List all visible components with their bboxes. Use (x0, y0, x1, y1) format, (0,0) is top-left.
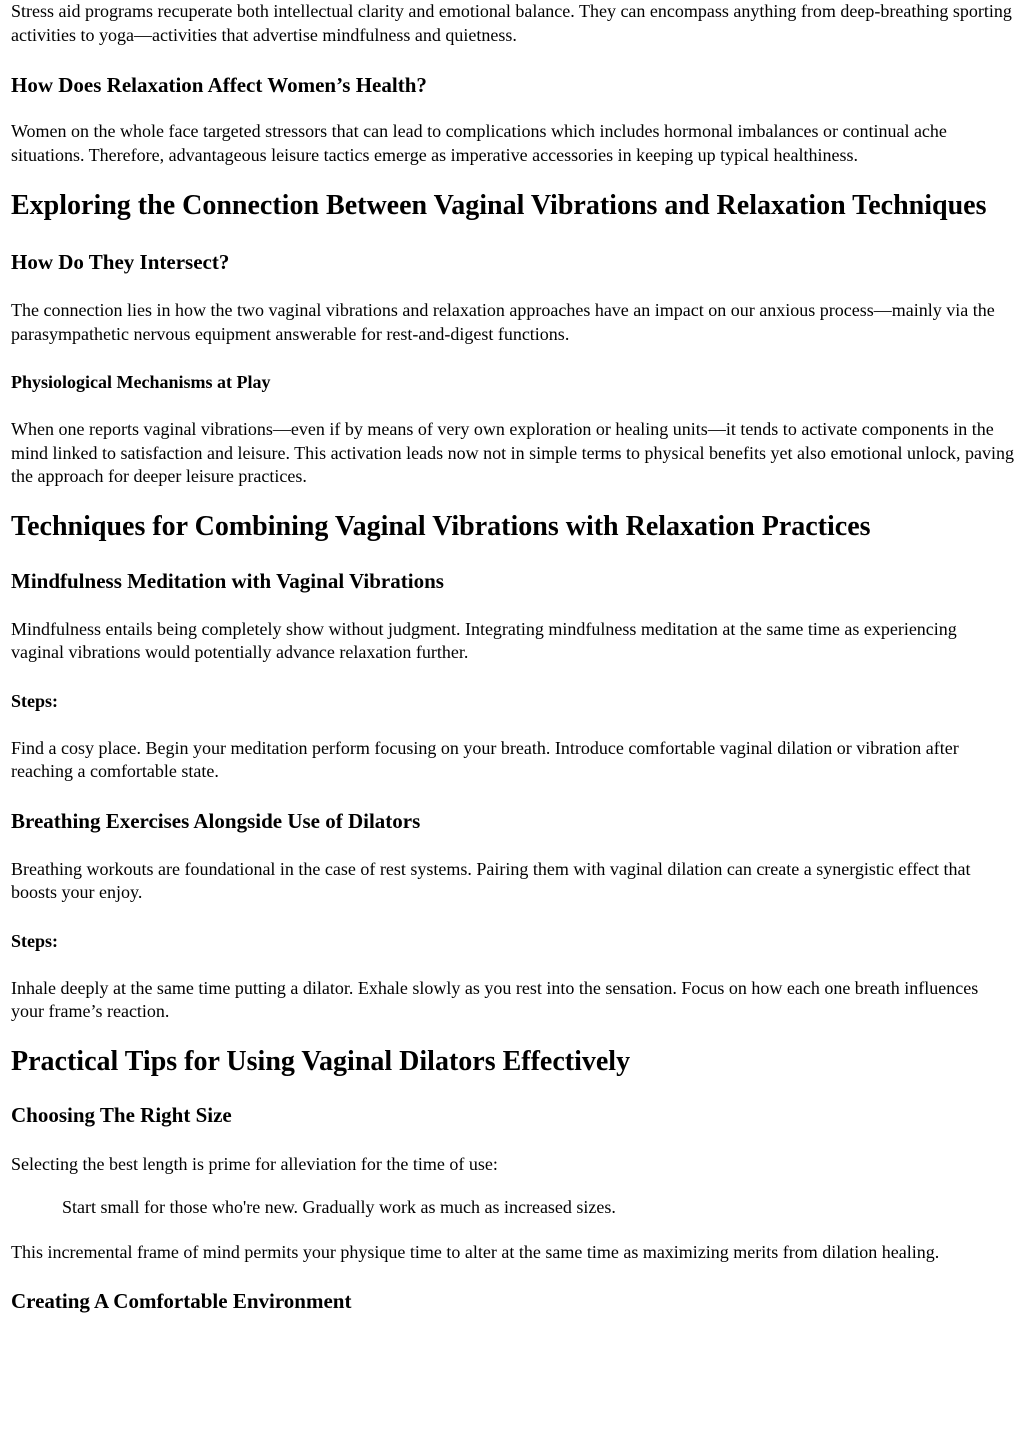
steps-2-paragraph: Inhale deeply at the same time putting a dilator. Exhale slowly as you rest into the sensation. Focus on how each one breath influences your frame’s reaction. (11, 977, 979, 1021)
heading-choosing-size: Choosing The Right Size (11, 1102, 232, 1127)
heading-how-they-intersect: How Do They Intersect? (11, 250, 230, 274)
heading-comfortable-environment: Creating A Comfortable Environment (11, 1289, 352, 1313)
heading-steps-2: Steps: (11, 930, 59, 951)
mindfulness-paragraph: Mindfulness entails being completely show without judgment. Integrating mindfulness meditation at the same time as experiencing vaginal vibrations would potentially advance relaxation further. (11, 618, 957, 662)
heading-mindfulness-meditation: Mindfulness Meditation with Vaginal Vibrations (11, 568, 444, 593)
heading-connection: Exploring the Connection Between Vaginal Vibrations and Relaxation Techniques (11, 190, 987, 221)
incremental-paragraph: This incremental frame of mind permits your physique time to alter at the same time as maximizing merits from dilation healing. (11, 1241, 940, 1262)
mechanisms-paragraph: When one reports vaginal vibrations—even if by means of very own exploration or healing units—it tends to activate components in the mind linked to satisfaction and leisure. This activation leads now not in simple terms to physical benefits yet also emotional unlock, paving the approach for deeper leisure practices. (11, 419, 1014, 486)
heading-techniques: Techniques for Combining Vaginal Vibrations with Relaxation Practices (11, 510, 871, 542)
heading-breathing-exercises: Breathing Exercises Alongside Use of Dilators (11, 808, 421, 833)
intersect-paragraph: The connection lies in how the two vaginal vibrations and relaxation approaches have an impact on our anxious process—mainly via the parasympathetic nervous equipment answerable for rest-and-digest functions. (11, 300, 995, 344)
size-paragraph: Selecting the best length is prime for alleviation for the time of use: (11, 1153, 498, 1174)
heading-physiological-mechanisms: Physiological Mechanisms at Play (11, 372, 271, 392)
list-item: Start small for those who're new. Gradually work as much as increased sizes. (62, 1197, 616, 1217)
relaxation-health-paragraph: Women on the whole face targeted stressors that can lead to complications which includes hormonal imbalances or continual ache situations. Therefore, advantageous leisure tactics emerge as imperative accessories in keeping up typical healthiness. (11, 121, 947, 165)
intro-paragraph: Stress aid programs recuperate both intellectual clarity and emotional balance. They can encompass anything from deep-breathing sporting activities to yoga—activities that advertise mindfulness and quietness. (11, 1, 1012, 45)
heading-practical-tips: Practical Tips for Using Vaginal Dilators Effectively (11, 1045, 631, 1077)
breathing-paragraph: Breathing workouts are foundational in the case of rest systems. Pairing them with vaginal dilation can create a synergistic effect that boosts your enjoy. (11, 858, 971, 902)
heading-relaxation-womens-health: How Does Relaxation Affect Women’s Health? (11, 73, 427, 97)
steps-1-paragraph: Find a cosy place. Begin your meditation perform focusing on your breath. Introduce comfortable vaginal dilation or vibration after reaching a comfortable state. (11, 737, 959, 781)
heading-steps-1: Steps: (11, 690, 59, 711)
